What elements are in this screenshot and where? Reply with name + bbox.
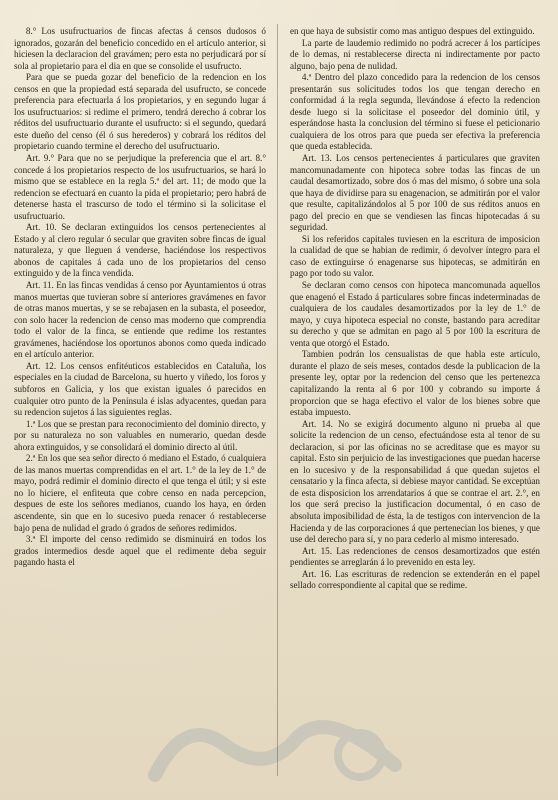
right-column-paragraph: Art. 16. Las escrituras de redencion se extenderán en el papel sellado correspondiente al capital que se redime. [290,568,540,591]
left-column-paragraph: Art. 12. Los censos enfitéuticos establecidos en Cataluña, los especiales en la ciudad de Barcelona, su huerto y viñedo, los foros y subforos en Galicia, y los que existan iguales ó parecidos en cualquier otro punto de la Península é islas adyacentes, quedan para su redencion sujetos á las siguientes reglas. [14,360,266,418]
left-column-paragraph: Para que se pueda gozar del beneficio de la redencion en los censos en que la propiedad está separada del usufructo, se concede preferencia para efectuarla á los propietarios, y en segundo lugar á los usufructuarios: si redime el primero, tendrá derecho á cobrar los réditos del usufructuario durante el usufructo: si el segundo, quedará este dueño del censo (él ó sus herederos) y cobrará los réditos del propietario cuando termine el derecho del usufructuario. [14,72,266,152]
right-column [290,26,540,592]
right-column-paragraph: en que haya de subsistir como mas antiguo despues del extinguido. [290,26,535,36]
left-column-paragraph: 3.ª El importe del censo redimido se disminuirá en todos los grados intermedios desde aquel que el redimente deba seguir pagando hasta el [14,534,266,568]
left-column-paragraph: 8.° Los usufructuarios de fincas afectas á censos dudosos ó ignorados, gozarán del beneficio concedido en el artículo anterior, si hiciesen la declaracion del gravámen; pero esta no perjudicará por sí sola al propietario para el dia en que se consolide el usufructo. [14,26,266,71]
right-column-paragraph: Tambien podrán los censualistas de que habla este artículo, durante el plazo de seis meses, contados desde la publicacion de la presente ley, optar por la redencion del censo que les pertenezca capitalizando la renta al 6 por 100 y cobrando su importe á proporcion que se haga efectivo el valor de los bienes sobre que estaba impuesto. [290,349,540,418]
column-divider [277,24,278,776]
left-column-paragraph: Art. 11. En las fincas vendidas á censo por Ayuntamientos ú otras manos muertas que tuvieran sobre sí anteriores gravámenes en favor de otras manos muertas, y se se rebajasen en la subasta, el poseedor, con solo hacer la redencion de censo mas moderno que comprendia todo el valor de la finca, se entiende que redime los restantes gravámenes, haciéndose los oportunos abonos como queda indicado en el artículo anterior. [14,280,266,360]
left-column-paragraph: 2.ª En los que sea señor directo ó mediano el Estado, ó cualquiera de las manos muertas comprendidas en el art. 1.° de la ley de 1.° de mayo, podrá redimir el dominio directo el que tenga el útil; y si este no lo hiciere, el enfiteuta que cobre censo en nada percepcion, despues de este los señores medianos, cuando los haya, en órden ascendente, sin que en lo sucesivo pueda renacer ó restablecerse bajo pena de nulidad el grado ó grados de señores redimidos. [14,453,266,533]
right-column-paragraph: Se declaran como censos con hipoteca mancomunada aquellos que enagenó el Estado á particulares sobre fincas indeterminadas de cualquiera de los caudales desamortizados por la ley de 1.° de mayo, y cuya hipoteca especial no conste, bastando para acreditar su derecho y que se admitan en pago al 5 por 100 la escritura de venta que otorgó el Estado. [290,280,540,348]
right-column-paragraph: Si los referidos capitales tuviesen en la escritura de imposicion la cualidad de que se habian de redimir, ó devolver íntegro para el caso de extinguirse ó enagenarse sus hipotecas, se admitirán en pago por todo su valor. [290,233,540,279]
left-column-paragraph: Art. 10. Se declaran extinguidos los censos pertenecientes al Estado y al clero regular ó secular que graviten sobre fincas de igual naturaleza, y que lleguen á venderse, haciéndose los respectivos abonos de capitales á cada uno de los propietarios del censo extinguido y de la finca vendida. [14,222,266,279]
right-column-paragraph: Art. 15. Las redenciones de censos desamortizados que estén pendientes se arreglarán á lo prevenido en esta ley. [290,545,540,568]
right-column-paragraph: Art. 13. Los censos pertenecientes á particulares que graviten mancomunadamente con hipoteca sobre todas las fincas de un caudal desamortizado, sobre dos ó mas del mismo, ó sobre una sola que haya de dividirse para su enagenacion, se admitirán por el valor que resulte, capitalizándolos al 5 por 100 de sus réditos anuos en pago del precio en que se vendiesen las fincas hipotecadas á su seguridad. [290,153,540,233]
right-column-paragraph: La parte de laudemio redimido no podrá acrecer á los partícipes de lo demas, ni restablecerse directa ni indirectamente por pacto alguno, bajo pena de nulidad. [290,37,540,71]
right-column-paragraph: Art. 14. No se exigirá documento alguno ni prueba al que solicite la redencion de un censo, efectuándose esta al tenor de su declaracion, si por las oficinas no se acreditase que es mayor su capital. Esto sin perjuicio de las investigaciones que puedan hacerse en lo sucesivo y de la responsabilidad á que quedan sujetos el censatario y la finca afecta, si debiese mayor cantidad. Se exceptúan de esta disposicion los arrendatarios á que se contrae el art. 2.°, en los que será preciso la justificacion documental, ó en caso de absoluta imposibilidad de ésta, la de testigos con intervencion de la Hacienda y de las corporaciones á que pertenecian los bienes, y que use del derecho para sí, y no para cederlo al mismo interesado. [290,418,540,545]
library-stamp-watermark [145,705,405,795]
left-column-paragraph: 1.ª Los que se prestan para reconocimiento del dominio directo, y por su naturaleza no son valuables en numerario, quedan desde ahora extinguidos, y se consolidará el dominio directo al útil. [14,418,266,452]
right-column-paragraph: 4.ª Dentro del plazo concedido para la redencion de los censos presentarán sus solicitudes todos los que tengan derecho en conformidad á la regla segunda, llevándose á efecto la redencion desde luego si la solicitase el poseedor del dominio útil, y esperándose hasta la conclusion del término si fuese el peticionario cualquiera de los otros para que pueda ser efectiva la preferencia que queda establecida. [290,72,540,152]
left-column-paragraph: Art. 9.° Para que no se perjudique la preferencia que el art. 8.° concede á los propietarios respecto de los usufructuarios, se hará lo mismo que se establece en la regla 5.ª del art. 11; de modo que la redencion se efectuará en cuanto la pida el propietario; pero habrá de detenerse hasta el trascurso de todo el término si la solicitase el usufructuario. [14,153,266,221]
left-column [14,26,266,569]
